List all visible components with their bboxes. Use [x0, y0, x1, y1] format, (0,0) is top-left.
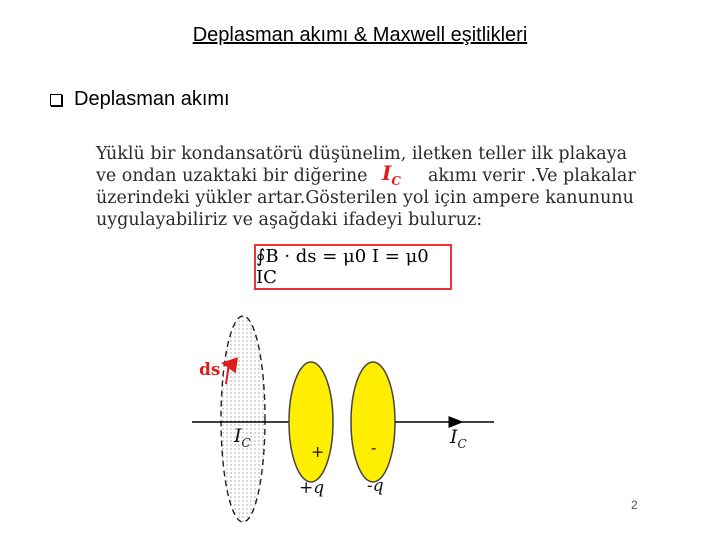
charge-negative-label: -q	[367, 476, 384, 496]
charge-positive-label: +q	[299, 478, 325, 498]
ds-label: ds	[199, 360, 221, 380]
figure-text-line-1: Yüklü bir kondansatörü düşünelim, iletken teller ilk plakaya	[96, 144, 628, 164]
current-label-left: $I_C$	[234, 425, 251, 450]
capacitor-figure	[82, 128, 664, 526]
figure-text-line-2b: akımı verir .Ve plakalar	[428, 166, 636, 186]
page-number: 2	[631, 498, 638, 512]
bullet-item	[50, 88, 230, 111]
capacitor-diagram	[82, 128, 664, 526]
amperian-surface	[221, 316, 265, 522]
slide-title: Deplasman akımı & Maxwell eşitlikleri	[192, 24, 528, 46]
current-label-right: $I_C$	[450, 426, 467, 451]
bullet-text: Deplasman akımı	[74, 88, 230, 110]
plate-negative	[351, 362, 395, 482]
square-bullet-icon	[50, 94, 62, 106]
figure-text-line-3: üzerindeki yükler artar.Gösterilen yol için ampere kanununu	[96, 188, 634, 208]
figure-text-line-2: ve ondan uzaktaki bir diğerine	[96, 166, 368, 186]
current-symbol-inline: $I_C$	[382, 161, 401, 188]
plus-sign: +	[311, 442, 325, 461]
figure-text-line-4: uygulayabiliriz ve aşağdaki ifadeyi buluruz:	[96, 210, 483, 230]
minus-sign: -	[371, 438, 377, 457]
plate-positive	[289, 362, 333, 482]
ampere-law-equation: ∮B · ds = μ0 I = μ0 IC	[254, 244, 452, 290]
